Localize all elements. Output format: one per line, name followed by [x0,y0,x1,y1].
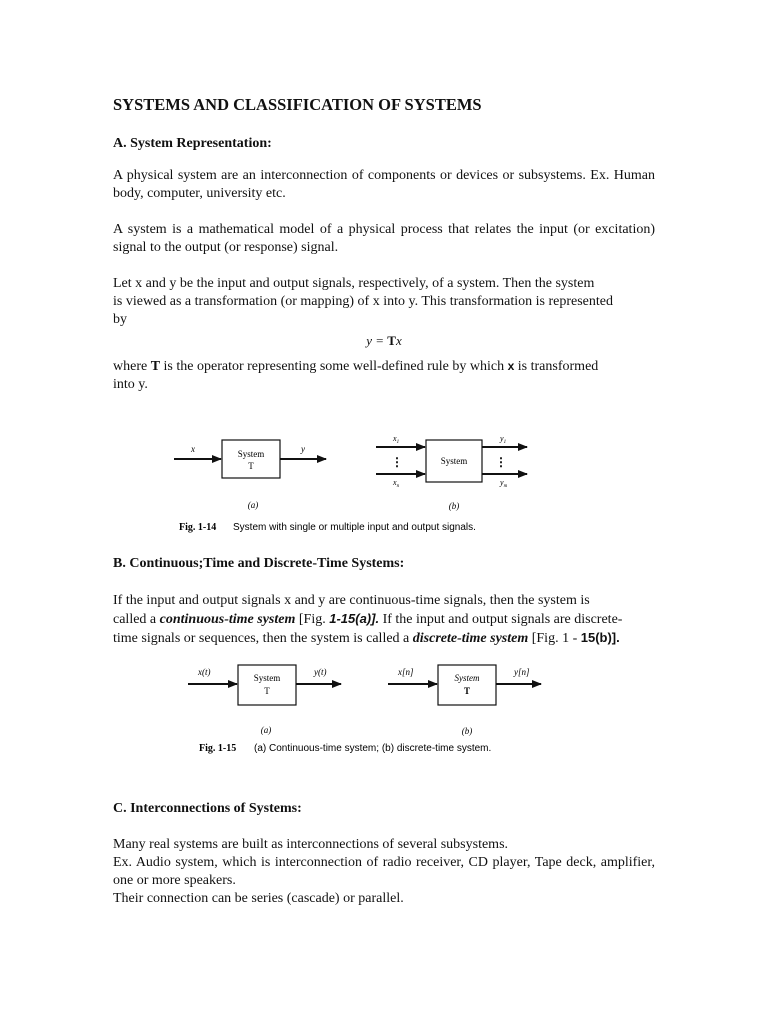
paragraph-text: into y. [113,377,148,392]
paragraph-text: [Fig. 1 - [528,631,581,646]
paragraph-text: is transformed [514,359,599,374]
system-box-label: System [454,673,480,683]
system-box-operator: T [463,686,471,696]
system-box-label: System [440,456,468,466]
output-label-top: $y_1$ [500,434,507,445]
section-c-line-3: Their connection can be series (cascade) or parallel. [113,891,404,906]
page-title: SYSTEMS AND CLASSIFICATION OF SYSTEMS [113,95,482,114]
equation-equals: = [372,333,388,348]
figure-1-15-b-diagram [388,665,541,736]
figure-caption-text: (a) Continuous-time system; (b) discrete-time system. [254,743,492,754]
figure-caption-text: System with single or multiple input and output signals. [233,522,476,533]
equation-argument: x [395,333,402,348]
paragraph-line: Let x and y be the input and output signals, respectively, of a system. Then the system [113,276,595,291]
subfigure-label: (b) [448,501,460,511]
equation-lhs: y [366,333,373,348]
output-label: y(t) [314,667,327,677]
operator-symbol: T [150,359,161,374]
system-box-operator: T [264,686,270,696]
input-symbol: x [507,359,515,373]
figure-1-14 [171,428,591,538]
section-b-heading: B. Continuous;Time and Discrete-Time Systems: [113,556,405,571]
system-box-label: System [253,673,281,683]
input-label-bottom: $x_n$ [393,478,400,489]
input-label: x [191,444,195,454]
subfigure-label: (b) [461,726,473,736]
input-label: x(t) [198,667,211,677]
section-a-heading: A. System Representation: [113,136,272,151]
system-box-label: System [237,449,265,459]
paragraph-text: is the operator representing some well-defined rule by which [160,359,508,374]
paragraph-text: where [113,359,151,374]
paragraph-text: If the input and output signals x and y are continuous-time signals, then the system is [113,593,590,608]
paragraph-text: [Fig. [295,612,330,627]
section-a-paragraph-2: A system is a mathematical model of a physical process that relates the input (or excitation) signal to the output (or response) signal. [113,222,655,255]
paragraph-text: time signals or sequences, then the system is called a [113,631,413,646]
system-box-operator: T [248,461,254,471]
figure-caption-number: Fig. 1-15 [199,743,237,754]
section-c-heading: C. Interconnections of Systems: [113,801,302,816]
input-label-top: $x_1$ [393,434,400,445]
paragraph-line: is viewed as a transformation (or mapping) of x into y. This transformation is represented [113,294,613,309]
figure-caption-number: Fig. 1-14 [179,522,217,533]
section-a-paragraph-4 [113,357,655,394]
figure-1-15 [188,660,628,760]
term-discrete-time-system: discrete-time system [412,631,529,646]
subfigure-label: (a) [260,725,272,735]
figure-reference: 1-15(a)]. [329,611,380,626]
input-label: x[n] [398,667,414,677]
term-continuous-time-system: continuous-time system [159,612,296,627]
section-a-paragraph-3 [113,275,673,329]
section-c-line-2: Ex. Audio system, which is interconnection of radio receiver, CD player, Tape deck, amplifier, one or more speakers. [113,855,655,888]
section-c-line-1: Many real systems are built as interconnections of several subsystems. [113,837,509,852]
equation [113,333,655,349]
figure-reference: 15(b)]. [580,630,620,645]
ellipsis-dots: ⋮ [495,455,507,469]
output-label: y[n] [514,667,530,677]
figure-1-14-b-diagram [376,434,527,511]
output-label-bottom: $y_m$ [500,478,508,489]
paragraph-text: called a [113,612,160,627]
subfigure-label: (a) [247,500,259,510]
output-label: y [301,444,305,454]
equation-operator: T [387,333,396,348]
section-b-paragraph [113,592,663,648]
paragraph-text: If the input and output signals are discrete- [379,612,623,627]
figure-1-14-a-diagram [174,440,326,510]
section-a-paragraph-1: A physical system are an interconnection of components or devices or subsystems. Ex. Human body, computer, university etc. [113,168,655,201]
paragraph-line: by [113,312,127,327]
figure-1-15-a-diagram [188,665,341,735]
ellipsis-dots: ⋮ [391,455,403,469]
